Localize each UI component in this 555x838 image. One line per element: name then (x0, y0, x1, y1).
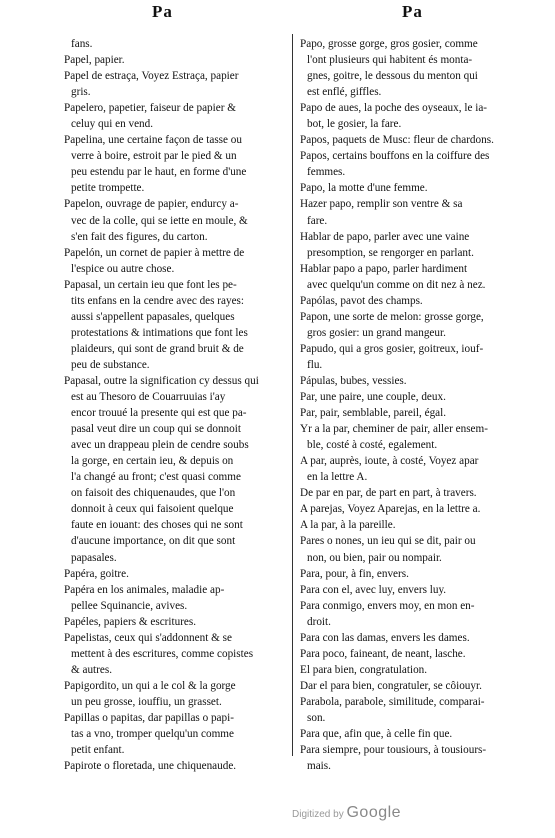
entry-line: aussi s'appellent papasales, quelques (71, 310, 235, 323)
entry-line: A parejas, Voyez Aparejas, en la lettre a. (300, 503, 481, 516)
entry-line: Para que, afin que, à celle fin que. (300, 728, 453, 741)
entry-line: gros gosier: un grand mangeur. (307, 326, 446, 339)
entry-line: Papos, paquets de Musc: fleur de chardons. (300, 134, 494, 147)
entry-line: vec de la colle, qui se iette en moule, & (71, 214, 248, 227)
entry-line: Papéra en los animales, maladie ap- (64, 583, 225, 596)
entry-line: on faisoit des chiquenaudes, que l'on (71, 487, 236, 500)
entry-line: presomption, se rengorger en parlant. (307, 246, 474, 259)
entry-line: Para conmigo, envers moy, en mon en- (300, 599, 475, 612)
entry-line: Pares o nones, un ieu qui se dit, pair ou (300, 535, 476, 548)
running-head-left: Pa (152, 2, 173, 21)
entry-line: est au Thesoro de Couarruuias i'ay (71, 391, 226, 404)
entry-line: l'ont plusieurs qui habitent és monta- (307, 54, 473, 67)
entry-line: Papel de estraça, Voyez Estraça, papier (64, 70, 239, 83)
entry-line: petit enfant. (71, 744, 125, 757)
entry-line: protestations & intimations que font les (71, 326, 248, 339)
entry-line: A par, auprès, ioute, à costé, Voyez apar (300, 455, 479, 468)
entry-line: Para con las damas, envers les dames. (300, 631, 470, 644)
entry-line: Papo, la motte d'une femme. (300, 182, 428, 195)
entry-line: Papelón, un cornet de papier à mettre de (64, 246, 245, 259)
entry-line: ble, costé à costé, egalement. (307, 439, 438, 452)
entry-line: Papillas o papitas, dar papillas o papi- (64, 711, 234, 724)
digitized-by-watermark (292, 804, 401, 822)
entry-line: Papo de aues, la poche des oyseaux, le ia- (300, 102, 488, 115)
entry-line: en la lettre A. (307, 471, 368, 484)
running-head-right: Pa (402, 2, 423, 21)
entry-line: mais. (307, 760, 331, 773)
entry-line: Papelistas, ceux qui s'addonnent & se (64, 631, 232, 644)
entry-line: mettent à des escritures, comme copistes (71, 647, 254, 660)
entry-line: s'en fait des figures, du carton. (71, 230, 208, 243)
entry-line: pasal veut dire un coup qui se donnoit (71, 423, 241, 436)
entry-line: la gorge, en certain ieu, & depuis on (71, 455, 234, 468)
entry-line: bot, le gosier, la fare. (307, 118, 402, 131)
entry-line: Papólas, pavot des champs. (300, 294, 423, 307)
entry-line: De par en par, de part en part, à travers. (300, 487, 477, 500)
entry-line: Yr a la par, cheminer de pair, aller ensem- (300, 423, 488, 436)
entry-line: donnoit à ceux qui faisoient quelque (71, 503, 234, 516)
entry-line: Par, pair, semblable, pareil, égal. (300, 407, 447, 420)
entry-line: Papelon, ouvrage de papier, endurcy a- (64, 198, 239, 211)
entry-line: Hazer papo, remplir son ventre & sa (300, 198, 463, 211)
entry-line: un peu grosse, iouffiu, un grasset. (71, 695, 222, 708)
entry-line: est enflé, giffles. (307, 86, 382, 99)
entry-line: Pápulas, bubes, vessies. (300, 374, 407, 387)
entry-line: Parabola, parabole, similitude, comparai- (300, 695, 485, 708)
entry-line: verre à boire, estroit par le pied & un (71, 150, 237, 163)
entry-line: Hablar papo a papo, parler hardiment (300, 262, 468, 275)
entry-line: papasales. (71, 551, 117, 564)
entry-line: plaideurs, qui sont de grand bruit & de (71, 342, 244, 355)
entry-line: faute en iouant: des choses qui ne sont (71, 519, 243, 532)
entry-line: & autres. (71, 663, 113, 676)
entry-line: Papon, une sorte de melon: grosse gorge, (300, 310, 484, 323)
entry-line: tits enfans en la cendre avec des rayes: (71, 294, 245, 307)
entry-line: Papelero, papetier, faiseur de papier & (64, 102, 236, 115)
entry-line: A la par, à la pareille. (300, 519, 396, 532)
entry-line: fans. (71, 38, 93, 50)
entry-line: Papéles, papiers & escritures. (64, 615, 197, 628)
entry-line: Para con el, avec luy, envers luy. (300, 583, 447, 596)
entry-line: Papéra, goitre. (64, 567, 129, 580)
entry-line: Para poco, faineant, de neant, lasche. (300, 647, 466, 660)
entry-line: Dar el para bien, congratuler, se côiouyr. (300, 679, 482, 692)
watermark-prefix: Digitized by (292, 809, 344, 820)
entry-line: Para, pour, à fin, envers. (300, 567, 409, 580)
entry-line: droit. (307, 615, 331, 628)
entry-line: d'aucune importance, on dit que sont (71, 535, 236, 548)
entry-line: Papasal, outre la signification cy dessus qui (64, 374, 259, 387)
entry-line: Papigordito, un qui a le col & la gorge (64, 679, 236, 692)
entry-line: avec un drappeau plein de cendre soubs (71, 439, 249, 452)
entry-line: peu de substance. (71, 358, 150, 371)
entry-line: l'espice ou autre chose. (71, 262, 175, 275)
entry-line: Papos, certains bouffons en la coiffure des (300, 150, 490, 163)
entry-line: l'a changé au front; c'est quasi comme (71, 471, 241, 484)
entry-line: Papelina, une certaine façon de tasse ou (64, 134, 242, 147)
watermark-brand: Google (346, 804, 402, 821)
entry-line: pellee Squinancie, avives. (71, 599, 188, 612)
entry-line: Hablar de papo, parler avec une vaine (300, 230, 470, 243)
entry-line: son. (307, 711, 326, 724)
entry-line: petite trompette. (71, 182, 145, 195)
entry-line: Papudo, qui a gros gosier, goitreux, iouf- (300, 342, 484, 355)
entry-line: avec quelqu'un comme on dit nez à nez. (307, 278, 486, 291)
entry-line: Para siempre, pour tousiours, à tousiours- (300, 744, 487, 757)
entry-line: encor trouué la presente qui est que pa- (71, 407, 247, 420)
entry-line: Papasal, un certain ieu que font les pe- (64, 278, 237, 291)
entry-line: celuy qui en vend. (71, 118, 154, 131)
dictionary-column-left (64, 36, 286, 774)
dictionary-column-right (300, 36, 525, 774)
entry-line: femmes. (307, 166, 346, 179)
entry-line: Papirote o floretada, une chiquenaude. (64, 760, 237, 773)
entry-line: Papel, papier. (64, 54, 125, 67)
entry-line: gris. (71, 86, 91, 99)
entry-line: tas a vno, tromper quelqu'un comme (71, 728, 234, 741)
entry-line: fare. (307, 214, 328, 227)
entry-line: peu estendu par le haut, en forme d'une (71, 166, 247, 179)
entry-line: Papo, grosse gorge, gros gosier, comme (300, 38, 478, 50)
column-divider (292, 34, 293, 756)
entry-line: non, ou bien, pair ou nompair. (307, 551, 442, 564)
entry-line: flu. (307, 358, 323, 371)
entry-line: gnes, goitre, le dessous du menton qui (307, 70, 478, 83)
entry-line: El para bien, congratulation. (300, 663, 428, 676)
entry-line: Par, une paire, une couple, deux. (300, 391, 446, 404)
